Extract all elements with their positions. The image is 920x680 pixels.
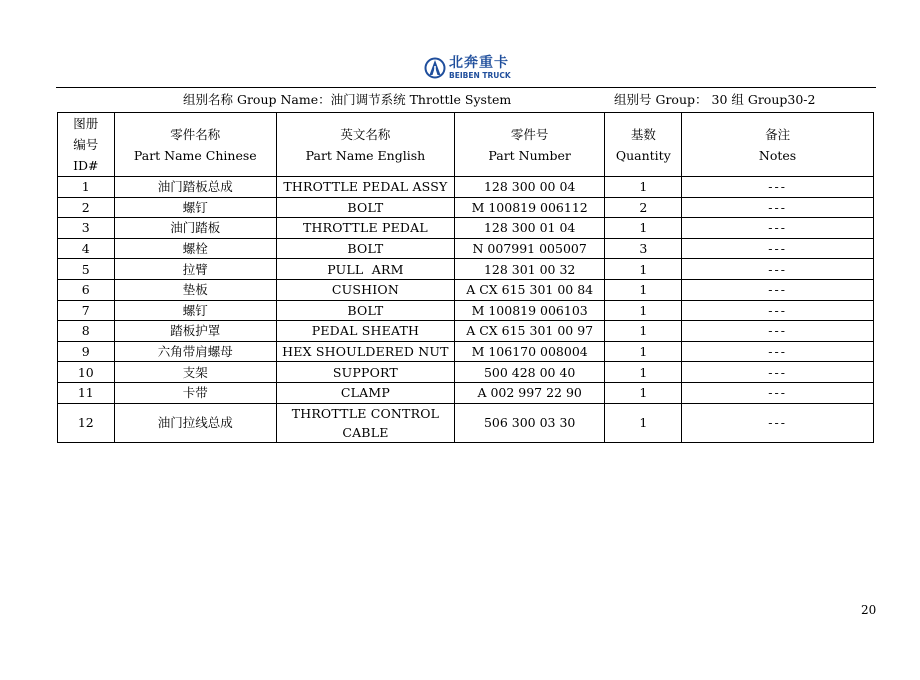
header-part-number	[454, 113, 605, 177]
brand-logo	[424, 56, 511, 80]
header-quantity	[605, 113, 682, 177]
table-row	[58, 321, 874, 342]
header-notes-line2: Notes	[758, 147, 797, 163]
cell-part-name-en: CUSHION	[276, 279, 454, 300]
cell-quantity: 1	[605, 341, 682, 362]
header-part-number-line2: Part Number	[488, 147, 571, 163]
cell-part-name-en: BOLT	[276, 238, 454, 259]
cell-part-name-cn: 油门拉线总成	[114, 403, 276, 442]
cell-part-name-en: BOLT	[276, 300, 454, 321]
cell-part-name-cn: 踏板护罩	[114, 321, 276, 342]
cell-notes: ---	[682, 218, 874, 239]
cell-part-name-en: BOLT	[276, 197, 454, 218]
cell-notes: ---	[682, 300, 874, 321]
header-part-name-en-line1: 英文名称	[340, 126, 391, 142]
parts-table	[57, 112, 874, 443]
cell-part-number: A 002 997 22 90	[454, 382, 605, 403]
cell-quantity: 1	[605, 218, 682, 239]
header-id-line1: 图册	[73, 116, 99, 131]
cell-part-name-cn: 拉臂	[114, 259, 276, 280]
header-notes-line1: 备注	[765, 126, 791, 142]
cell-part-name-en: PEDAL SHEATH	[276, 321, 454, 342]
cell-id: 12	[58, 403, 115, 442]
header-notes	[682, 113, 874, 177]
header-quantity-line2: Quantity	[615, 147, 671, 163]
brand-name-en: BEIBEN TRUCK	[449, 71, 511, 80]
cell-part-name-en: THROTTLE PEDAL ASSY	[276, 177, 454, 198]
cell-id: 11	[58, 382, 115, 403]
cell-part-name-cn: 螺钉	[114, 197, 276, 218]
cell-quantity: 1	[605, 259, 682, 280]
cell-part-name-cn: 支架	[114, 362, 276, 383]
cell-id: 5	[58, 259, 115, 280]
cell-part-name-en: THROTTLE CONTROL CABLE	[276, 403, 454, 442]
cell-quantity: 1	[605, 362, 682, 383]
cell-part-name-cn: 卡带	[114, 382, 276, 403]
cell-quantity: 1	[605, 403, 682, 442]
cell-notes: ---	[682, 197, 874, 218]
cell-id: 2	[58, 197, 115, 218]
cell-id: 8	[58, 321, 115, 342]
cell-id: 3	[58, 218, 115, 239]
table-row	[58, 300, 874, 321]
table-row	[58, 382, 874, 403]
cell-part-name-cn: 油门踏板总成	[114, 177, 276, 198]
header-part-name-cn-line1: 零件名称	[170, 126, 221, 142]
cell-part-number: M 100819 006103	[454, 300, 605, 321]
cell-part-name-cn: 螺栓	[114, 238, 276, 259]
table-row	[58, 177, 874, 198]
cell-quantity: 3	[605, 238, 682, 259]
cell-part-name-cn: 油门踏板	[114, 218, 276, 239]
cell-part-name-cn: 垫板	[114, 279, 276, 300]
cell-id: 1	[58, 177, 115, 198]
header-divider	[56, 87, 876, 88]
cell-notes: ---	[682, 238, 874, 259]
cell-part-number: A CX 615 301 00 97	[454, 321, 605, 342]
cell-part-number: 128 301 00 32	[454, 259, 605, 280]
table-row	[58, 259, 874, 280]
cell-notes: ---	[682, 341, 874, 362]
brand-name-cn: 北奔重卡	[449, 55, 509, 71]
cell-quantity: 1	[605, 382, 682, 403]
cell-part-number: M 100819 006112	[454, 197, 605, 218]
cell-id: 9	[58, 341, 115, 362]
header-id	[58, 113, 115, 177]
cell-part-name-en: THROTTLE PEDAL	[276, 218, 454, 239]
cell-id: 10	[58, 362, 115, 383]
cell-quantity: 1	[605, 321, 682, 342]
cell-part-name-en: PULL ARM	[276, 259, 454, 280]
cell-notes: ---	[682, 403, 874, 442]
cell-part-name-cn: 螺钉	[114, 300, 276, 321]
cell-notes: ---	[682, 259, 874, 280]
header-part-number-line1: 零件号	[510, 126, 549, 142]
header-part-name-cn-line2: Part Name Chinese	[133, 147, 257, 163]
header-part-name-cn	[114, 113, 276, 177]
cell-part-name-en: HEX SHOULDERED NUT	[276, 341, 454, 362]
cell-notes: ---	[682, 321, 874, 342]
table-row	[58, 197, 874, 218]
cell-part-number: A CX 615 301 00 84	[454, 279, 605, 300]
table-row	[58, 218, 874, 239]
table-row	[58, 403, 874, 442]
header-quantity-line1: 基数	[630, 126, 656, 142]
cell-quantity: 2	[605, 197, 682, 218]
table-row	[58, 362, 874, 383]
cell-part-name-en: SUPPORT	[276, 362, 454, 383]
page-number: 20	[861, 603, 877, 617]
table-row	[58, 238, 874, 259]
cell-part-number: 500 428 00 40	[454, 362, 605, 383]
group-number-label: 组别号 Group： 30 组 Group30-2	[614, 92, 816, 107]
cell-part-number: 128 300 00 04	[454, 177, 605, 198]
cell-quantity: 1	[605, 177, 682, 198]
cell-id: 4	[58, 238, 115, 259]
cell-notes: ---	[682, 279, 874, 300]
cell-notes: ---	[682, 177, 874, 198]
cell-quantity: 1	[605, 300, 682, 321]
cell-part-number: 506 300 03 30	[454, 403, 605, 442]
cell-part-number: N 007991 005007	[454, 238, 605, 259]
table-row	[58, 279, 874, 300]
cell-part-name-cn: 六角带肩螺母	[114, 341, 276, 362]
cell-id: 7	[58, 300, 115, 321]
cell-part-number: M 106170 008004	[454, 341, 605, 362]
cell-notes: ---	[682, 382, 874, 403]
cell-part-number: 128 300 01 04	[454, 218, 605, 239]
group-name-label: 组别名称 Group Name：油门调节系统 Throttle System	[183, 92, 512, 107]
cell-notes: ---	[682, 362, 874, 383]
cell-part-name-en: CLAMP	[276, 382, 454, 403]
header-id-line2: 编号	[73, 137, 99, 152]
beiben-logo-icon	[424, 57, 446, 79]
table-header-row	[58, 113, 874, 177]
header-part-name-en	[276, 113, 454, 177]
cell-id: 6	[58, 279, 115, 300]
header-id-line3: ID#	[73, 158, 99, 173]
table-row	[58, 341, 874, 362]
cell-quantity: 1	[605, 279, 682, 300]
header-part-name-en-line2: Part Name English	[305, 147, 426, 163]
